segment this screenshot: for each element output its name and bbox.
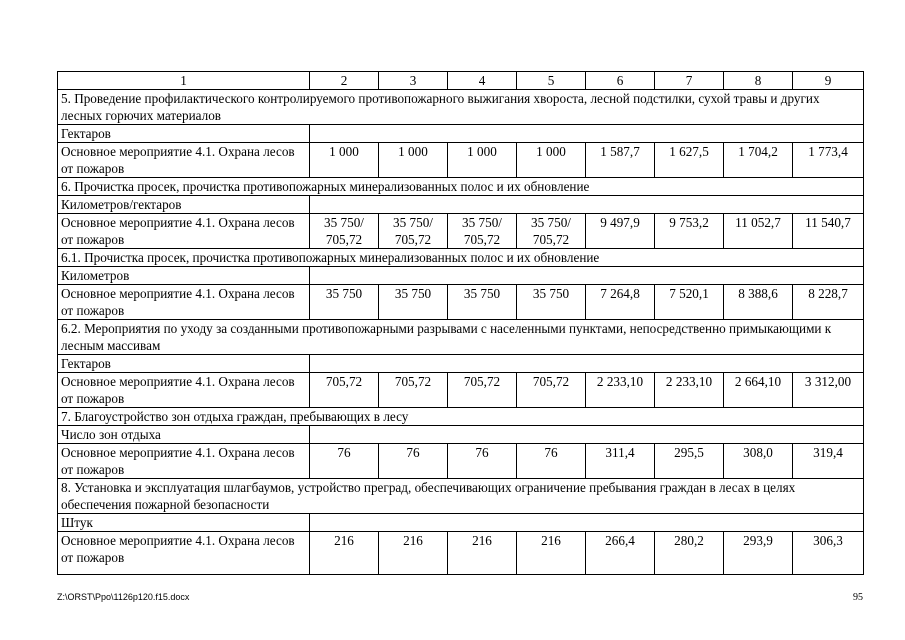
value-cell: 216 bbox=[310, 532, 379, 575]
value-cell: 2 233,10 bbox=[586, 373, 655, 408]
unit-blank-cell bbox=[310, 125, 864, 143]
section-title-row bbox=[58, 249, 864, 267]
data-row bbox=[58, 444, 864, 479]
row-label: Основное мероприятие 4.1. Охрана лесов от пожаров bbox=[58, 214, 310, 249]
section-title: 8. Установка и эксплуатация шлагбаумов, устройство преград, обеспечивающих ограничение пребывания граждан в лесах в целях обеспечения пожарной безопасности bbox=[58, 479, 864, 514]
unit-row bbox=[58, 514, 864, 532]
value-cell: 2 664,10 bbox=[724, 373, 793, 408]
page-number: 95 bbox=[853, 592, 863, 603]
value-cell: 1 000 bbox=[379, 143, 448, 178]
value-cell: 3 312,00 bbox=[793, 373, 864, 408]
value-cell: 1 000 bbox=[448, 143, 517, 178]
value-cell: 35 750 bbox=[310, 285, 379, 320]
column-number-6: 6 bbox=[586, 72, 655, 90]
column-header-row bbox=[58, 72, 864, 90]
file-path-footer: Z:\ORST\Ppo\1126p120.f15.docx bbox=[57, 592, 190, 602]
value-cell: 9 753,2 bbox=[655, 214, 724, 249]
unit-row bbox=[58, 426, 864, 444]
unit-blank-cell bbox=[310, 514, 864, 532]
value-cell: 9 497,9 bbox=[586, 214, 655, 249]
value-cell: 35 750 bbox=[379, 285, 448, 320]
value-cell: 216 bbox=[379, 532, 448, 575]
unit-blank-cell bbox=[310, 267, 864, 285]
value-cell: 705,72 bbox=[310, 373, 379, 408]
section-title: 6.2. Мероприятия по уходу за созданными противопожарными разрывами с населенными пунктами, непосредственно примыкающими к лесным массивам bbox=[58, 320, 864, 355]
value-cell: 266,4 bbox=[586, 532, 655, 575]
unit-label: Километров bbox=[58, 267, 310, 285]
value-cell: 306,3 bbox=[793, 532, 864, 575]
value-cell: 35 750 bbox=[517, 285, 586, 320]
value-cell: 8 388,6 bbox=[724, 285, 793, 320]
unit-blank-cell bbox=[310, 196, 864, 214]
indicators-table bbox=[57, 71, 864, 575]
unit-blank-cell bbox=[310, 355, 864, 373]
value-cell: 7 520,1 bbox=[655, 285, 724, 320]
value-cell: 35 750 bbox=[448, 285, 517, 320]
row-label: Основное мероприятие 4.1. Охрана лесов от пожаров bbox=[58, 444, 310, 479]
value-cell: 1 000 bbox=[310, 143, 379, 178]
section-title-row bbox=[58, 479, 864, 514]
row-label: Основное мероприятие 4.1. Охрана лесов от пожаров bbox=[58, 373, 310, 408]
data-row bbox=[58, 373, 864, 408]
column-number-4: 4 bbox=[448, 72, 517, 90]
column-number-3: 3 bbox=[379, 72, 448, 90]
unit-label: Число зон отдыха bbox=[58, 426, 310, 444]
section-title-row bbox=[58, 90, 864, 125]
value-cell: 35 750/ 705,72 bbox=[310, 214, 379, 249]
value-cell: 35 750/ 705,72 bbox=[517, 214, 586, 249]
column-number-7: 7 bbox=[655, 72, 724, 90]
value-cell: 1 773,4 bbox=[793, 143, 864, 178]
value-cell: 293,9 bbox=[724, 532, 793, 575]
unit-row bbox=[58, 355, 864, 373]
column-number-1: 1 bbox=[58, 72, 310, 90]
value-cell: 295,5 bbox=[655, 444, 724, 479]
section-title: 5. Проведение профилактического контролируемого противопожарного выжигания хворостa, лесной подстилки, сухой травы и других лесных горючих материалов bbox=[58, 90, 864, 125]
column-number-9: 9 bbox=[793, 72, 864, 90]
row-label: Основное мероприятие 4.1. Охрана лесов от пожаров bbox=[58, 143, 310, 178]
value-cell: 705,72 bbox=[448, 373, 517, 408]
value-cell: 76 bbox=[310, 444, 379, 479]
unit-row bbox=[58, 267, 864, 285]
data-row bbox=[58, 285, 864, 320]
value-cell: 705,72 bbox=[379, 373, 448, 408]
section-title-row bbox=[58, 408, 864, 426]
value-cell: 319,4 bbox=[793, 444, 864, 479]
column-number-2: 2 bbox=[310, 72, 379, 90]
row-label: Основное мероприятие 4.1. Охрана лесов от пожаров bbox=[58, 285, 310, 320]
section-title-row bbox=[58, 320, 864, 355]
value-cell: 11 052,7 bbox=[724, 214, 793, 249]
value-cell: 76 bbox=[379, 444, 448, 479]
value-cell: 76 bbox=[517, 444, 586, 479]
section-title-row bbox=[58, 178, 864, 196]
value-cell: 1 000 bbox=[517, 143, 586, 178]
unit-label: Километров/гектаров bbox=[58, 196, 310, 214]
value-cell: 1 587,7 bbox=[586, 143, 655, 178]
data-row bbox=[58, 214, 864, 249]
value-cell: 311,4 bbox=[586, 444, 655, 479]
value-cell: 35 750/ 705,72 bbox=[379, 214, 448, 249]
unit-blank-cell bbox=[310, 426, 864, 444]
value-cell: 705,72 bbox=[517, 373, 586, 408]
unit-label: Гектаров bbox=[58, 125, 310, 143]
value-cell: 280,2 bbox=[655, 532, 724, 575]
section-title: 6. Прочистка просек, прочистка противопожарных минерализованных полос и их обновление bbox=[58, 178, 864, 196]
column-number-5: 5 bbox=[517, 72, 586, 90]
section-title: 7. Благоустройство зон отдыха граждан, пребывающих в лесу bbox=[58, 408, 864, 426]
data-row bbox=[58, 532, 864, 575]
value-cell: 308,0 bbox=[724, 444, 793, 479]
unit-row bbox=[58, 196, 864, 214]
value-cell: 7 264,8 bbox=[586, 285, 655, 320]
column-number-8: 8 bbox=[724, 72, 793, 90]
value-cell: 1 627,5 bbox=[655, 143, 724, 178]
value-cell: 35 750/ 705,72 bbox=[448, 214, 517, 249]
data-row bbox=[58, 143, 864, 178]
value-cell: 216 bbox=[517, 532, 586, 575]
value-cell: 216 bbox=[448, 532, 517, 575]
unit-label: Гектаров bbox=[58, 355, 310, 373]
unit-label: Штук bbox=[58, 514, 310, 532]
value-cell: 76 bbox=[448, 444, 517, 479]
value-cell: 1 704,2 bbox=[724, 143, 793, 178]
value-cell: 11 540,7 bbox=[793, 214, 864, 249]
section-title: 6.1. Прочистка просек, прочистка противопожарных минерализованных полос и их обновление bbox=[58, 249, 864, 267]
value-cell: 2 233,10 bbox=[655, 373, 724, 408]
value-cell: 8 228,7 bbox=[793, 285, 864, 320]
unit-row bbox=[58, 125, 864, 143]
row-label: Основное мероприятие 4.1. Охрана лесов от пожаров bbox=[58, 532, 310, 575]
